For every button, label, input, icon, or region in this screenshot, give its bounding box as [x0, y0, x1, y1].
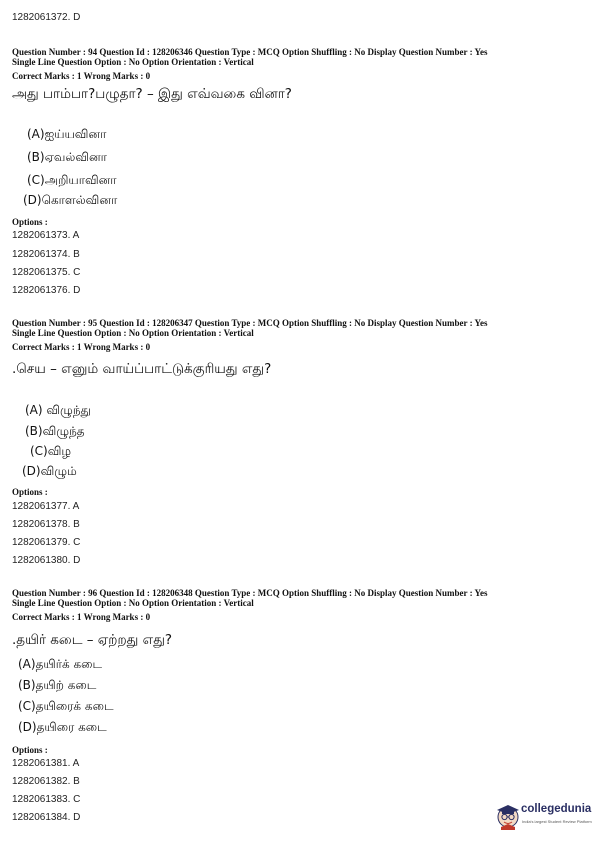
option-id: 1282061373. A [12, 230, 80, 241]
options-label: Options : [12, 487, 48, 497]
collegedunia-logo [493, 798, 592, 834]
option-id: 1282061374. B [12, 249, 80, 260]
question-meta-line2: Single Line Question Option : No Option Orientation : Vertical [12, 598, 254, 608]
choice-a: (A)தயிர்க் கடை [18, 657, 103, 671]
choice-a: (A) விழுந்து [25, 403, 91, 417]
option-id: 1282061380. D [12, 555, 81, 566]
question-text: அது பாம்பா?பழுதா? – இது எவ்வகை வினா? [12, 86, 292, 102]
question-text: .செய – எனும் வாய்ப்பாட்டுக்குரியது எது? [12, 361, 272, 377]
options-label: Options : [12, 217, 48, 227]
question-marks: Correct Marks : 1 Wrong Marks : 0 [12, 342, 151, 352]
question-marks: Correct Marks : 1 Wrong Marks : 0 [12, 71, 151, 81]
choice-b: (B)விழுந்த [25, 424, 85, 438]
options-label: Options : [12, 745, 48, 755]
graduate-mascot-icon [493, 800, 523, 830]
choice-d: (D)கொளல்வினா [23, 193, 118, 207]
question-meta-line1: Question Number : 96 Question Id : 128206348 Question Type : MCQ Option Shuffling : No Display Question Number : Yes [12, 588, 488, 598]
question-meta-line2: Single Line Question Option : No Option Orientation : Vertical [12, 57, 254, 67]
question-meta-line1: Question Number : 95 Question Id : 128206347 Question Type : MCQ Option Shuffling : No Display Question Number : Yes [12, 318, 488, 328]
choice-b: (B)தயிற் கடை [18, 678, 97, 692]
option-id: 1282061383. C [12, 794, 81, 805]
choice-c: (C)அறியாவினா [27, 173, 117, 187]
choice-d: (D)விழும் [22, 464, 77, 478]
choice-d: (D)தயிரை கடை [18, 720, 107, 734]
logo-tagline: India's largest Student Review Platform [522, 819, 592, 824]
option-id: 1282061381. A [12, 758, 80, 769]
choice-b: (B)ஏவல்வினா [27, 150, 107, 164]
option-id-top: 1282061372. D [12, 12, 81, 23]
option-id: 1282061376. D [12, 285, 81, 296]
option-id: 1282061384. D [12, 812, 81, 823]
question-marks: Correct Marks : 1 Wrong Marks : 0 [12, 612, 151, 622]
option-id: 1282061378. B [12, 519, 80, 530]
choice-c: (C)விழ [30, 444, 72, 458]
option-id: 1282061379. C [12, 537, 81, 548]
choice-c: (C)தயிரைக் கடை [18, 699, 114, 713]
question-meta-line2: Single Line Question Option : No Option Orientation : Vertical [12, 328, 254, 338]
choice-a: (A)ஐய்யவினா [27, 127, 107, 141]
option-id: 1282061377. A [12, 501, 80, 512]
option-id: 1282061375. C [12, 267, 81, 278]
logo-wordmark: collegedunia [521, 803, 592, 815]
option-id: 1282061382. B [12, 776, 80, 787]
question-meta-line1: Question Number : 94 Question Id : 128206346 Question Type : MCQ Option Shuffling : No Display Question Number : Yes [12, 47, 488, 57]
question-text: .தயிர் கடை – ஏற்றது எது? [12, 632, 173, 648]
